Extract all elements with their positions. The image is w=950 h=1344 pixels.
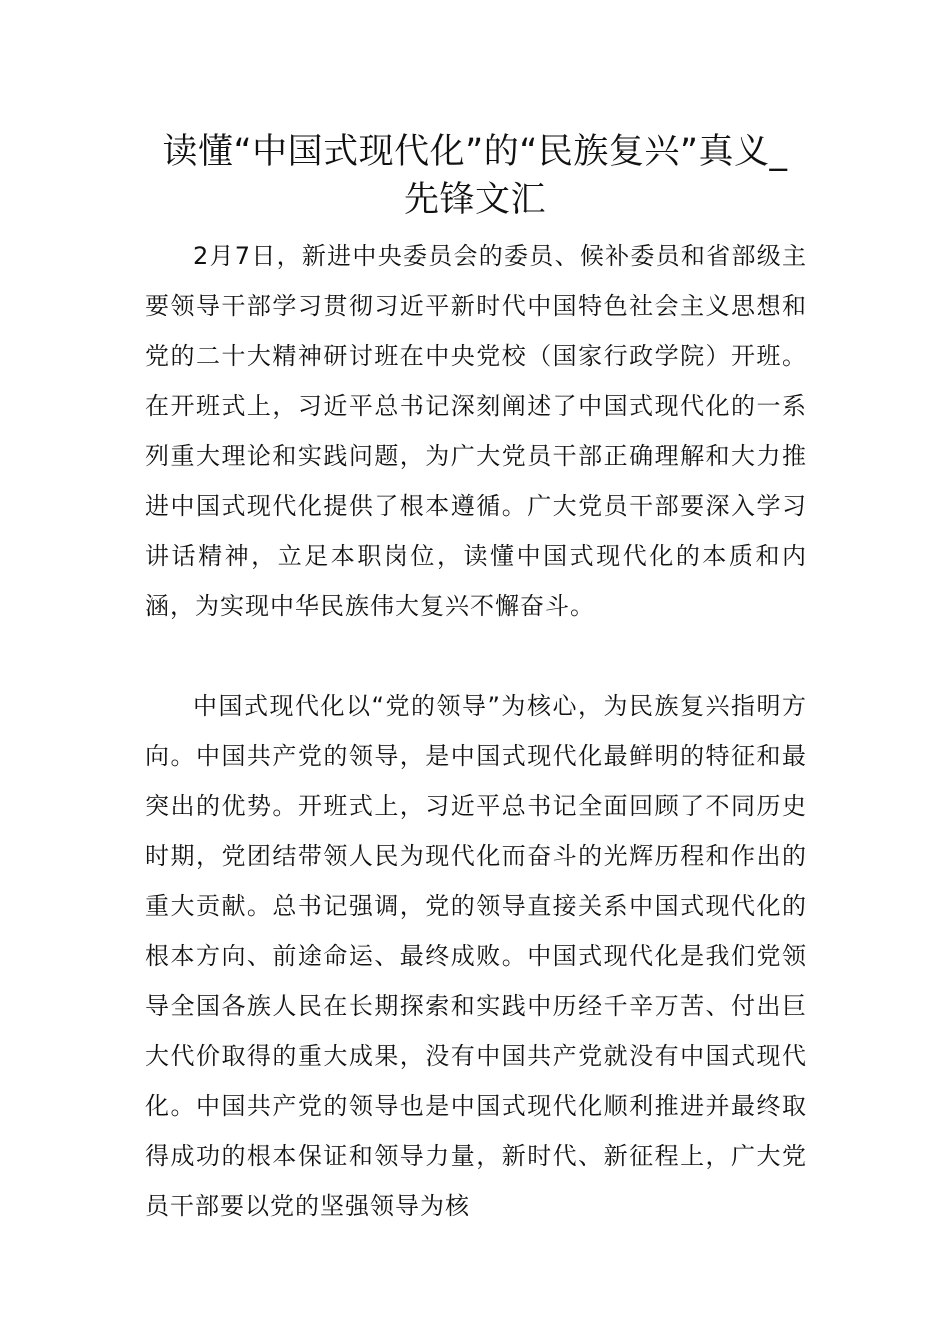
paragraph-intro: 2月7日，新进中央委员会的委员、候补委员和省部级主要领导干部学习贯彻习近平新时代中国特色社会主义思想和党的二十大精神研讨班在中央党校（国家行政学院）开班。在开班式上，习近平总书记深刻阐述了中国式现代化的一系列重大理论和实践问题，为广大党员干部正确理解和大力推进中国式现代化提供了根本遵循。广大党员干部要深入学习讲话精神，立足本职岗位，读懂中国式现代化的本质和内涵，为实现中华民族伟大复兴不懈奋斗。 (145, 242, 807, 620)
document-body (145, 231, 807, 1231)
document-title: 读懂“中国式现代化”的“民族复兴”真义_先锋文汇 (162, 132, 788, 220)
paragraph-party-leadership: 中国式现代化以“党的领导”为核心，为民族复兴指明方向。中国共产党的领导，是中国式现代化最鲜明的特征和最突出的优势。开班式上，习近平总书记全面回顾了不同历史时期，党团结带领人民为现代化而奋斗的光辉历程和作出的重大贡献。总书记强调，党的领导直接关系中国式现代化的根本方向、前途命运、最终成败。中国式现代化是我们党领导全国各族人民在长期探索和实践中历经千辛万苦、付出巨大代价取得的重大成果，没有中国共产党就没有中国式现代化。中国共产党的领导也是中国式现代化顺利推进并最终取得成功的根本保证和领导力量，新时代、新征程上，广大党员干部要以党的坚强领导为核 (145, 692, 807, 1220)
